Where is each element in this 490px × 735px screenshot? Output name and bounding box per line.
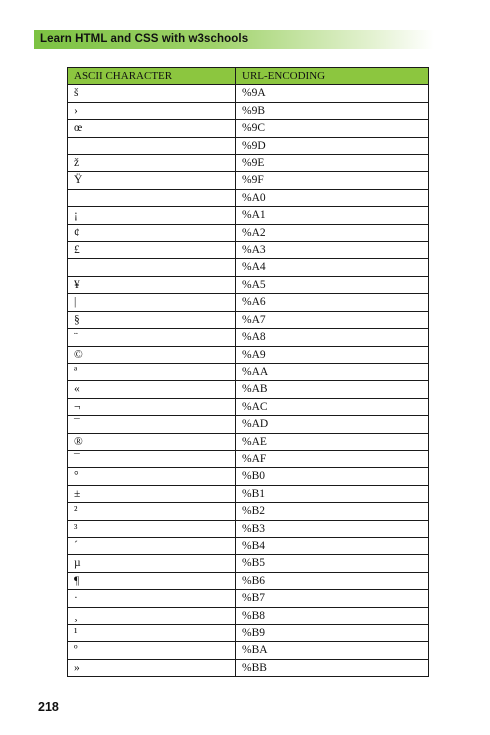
url-encoding-cell: %A6 <box>236 294 429 311</box>
column-header-ascii-character: ASCII CHARACTER <box>68 68 236 85</box>
url-encoding-cell: %A2 <box>236 224 429 241</box>
url-encoding-cell: %9F <box>236 172 429 189</box>
table-row <box>68 659 429 676</box>
ascii-character-cell: ³ <box>68 520 236 537</box>
ascii-character-cell: Ÿ <box>68 172 236 189</box>
table-row <box>68 416 429 433</box>
page-number: 218 <box>38 700 59 714</box>
ascii-character-cell: › <box>68 102 236 119</box>
url-encoding-cell: %A7 <box>236 311 429 328</box>
ascii-character-cell: ¡ <box>68 207 236 224</box>
table-row <box>68 329 429 346</box>
column-header-url-encoding: URL-ENCODING <box>236 68 429 85</box>
ascii-character-cell: ¯ <box>68 416 236 433</box>
table-row <box>68 607 429 624</box>
url-encoding-cell: %B5 <box>236 555 429 572</box>
ascii-character-cell: ´ <box>68 537 236 554</box>
url-encoding-cell: %AF <box>236 450 429 467</box>
ascii-character-cell: µ <box>68 555 236 572</box>
url-encoding-cell: %B0 <box>236 468 429 485</box>
url-encoding-cell: %A5 <box>236 276 429 293</box>
url-encoding-cell: %A4 <box>236 259 429 276</box>
url-encoding-cell: %9E <box>236 155 429 172</box>
url-encoding-cell: %B7 <box>236 590 429 607</box>
table-row <box>68 294 429 311</box>
url-encoding-cell: %AA <box>236 363 429 380</box>
table-row <box>68 224 429 241</box>
table-row <box>68 172 429 189</box>
table-row <box>68 155 429 172</box>
url-encoding-cell: %B9 <box>236 625 429 642</box>
ascii-character-cell: | <box>68 294 236 311</box>
ascii-character-cell: ž <box>68 155 236 172</box>
url-encoding-cell: %B6 <box>236 572 429 589</box>
ascii-character-cell: ¥ <box>68 276 236 293</box>
ascii-character-cell: ¨ <box>68 329 236 346</box>
table-row <box>68 398 429 415</box>
table-row <box>68 485 429 502</box>
table-row <box>68 381 429 398</box>
url-encoding-cell: %BA <box>236 642 429 659</box>
url-encoding-cell: %B2 <box>236 503 429 520</box>
ascii-character-cell: º <box>68 642 236 659</box>
table-row <box>68 450 429 467</box>
url-encoding-cell: %AD <box>236 416 429 433</box>
url-encoding-cell: %B3 <box>236 520 429 537</box>
ascii-character-cell: § <box>68 311 236 328</box>
ascii-character-cell: œ <box>68 120 236 137</box>
ascii-character-cell <box>68 259 236 276</box>
table-row <box>68 242 429 259</box>
ascii-character-cell: ¬ <box>68 398 236 415</box>
url-encoding-cell: %9A <box>236 85 429 102</box>
ascii-character-cell: ¶ <box>68 572 236 589</box>
url-encoding-cell: %A0 <box>236 189 429 206</box>
table-row <box>68 625 429 642</box>
url-encoding-cell: %B8 <box>236 607 429 624</box>
table-row <box>68 642 429 659</box>
url-encoding-cell: %A3 <box>236 242 429 259</box>
url-encoding-cell: %9D <box>236 137 429 154</box>
table-row <box>68 363 429 380</box>
table-row <box>68 311 429 328</box>
ascii-character-cell: ² <box>68 503 236 520</box>
url-encoding-cell: %AB <box>236 381 429 398</box>
table-row <box>68 433 429 450</box>
url-encoding-cell: %9C <box>236 120 429 137</box>
ascii-character-cell: ° <box>68 468 236 485</box>
table-row <box>68 555 429 572</box>
ascii-character-cell: £ <box>68 242 236 259</box>
ascii-character-cell: ¹ <box>68 625 236 642</box>
url-encoding-cell: %BB <box>236 659 429 676</box>
table-row <box>68 259 429 276</box>
ascii-character-cell <box>68 189 236 206</box>
url-encoding-cell: %A8 <box>236 329 429 346</box>
table-row <box>68 276 429 293</box>
ascii-character-cell: « <box>68 381 236 398</box>
table-row <box>68 503 429 520</box>
ascii-character-cell: © <box>68 346 236 363</box>
table-row <box>68 572 429 589</box>
page-header-title: Learn HTML and CSS with w3schools <box>40 33 249 45</box>
ascii-character-cell: ¢ <box>68 224 236 241</box>
url-encoding-table <box>67 67 429 677</box>
url-encoding-cell: %A9 <box>236 346 429 363</box>
table-row <box>68 537 429 554</box>
ascii-character-cell <box>68 137 236 154</box>
ascii-character-cell: ¸ <box>68 607 236 624</box>
url-encoding-cell: %A1 <box>236 207 429 224</box>
url-encoding-cell: %9B <box>236 102 429 119</box>
table-row <box>68 590 429 607</box>
ascii-character-cell: ± <box>68 485 236 502</box>
table-row <box>68 346 429 363</box>
ascii-character-cell: · <box>68 590 236 607</box>
ascii-character-cell: š <box>68 85 236 102</box>
ascii-character-cell: ª <box>68 363 236 380</box>
table-header-row <box>68 68 429 85</box>
table-row <box>68 207 429 224</box>
ascii-character-cell: ¯ <box>68 450 236 467</box>
url-encoding-cell: %B4 <box>236 537 429 554</box>
ascii-character-cell: ® <box>68 433 236 450</box>
url-encoding-cell: %B1 <box>236 485 429 502</box>
url-encoding-cell: %AE <box>236 433 429 450</box>
table-row <box>68 468 429 485</box>
table-row <box>68 189 429 206</box>
table-row <box>68 102 429 119</box>
table-row <box>68 120 429 137</box>
table-row <box>68 520 429 537</box>
table-row <box>68 137 429 154</box>
table-row <box>68 85 429 102</box>
url-encoding-cell: %AC <box>236 398 429 415</box>
ascii-character-cell: » <box>68 659 236 676</box>
